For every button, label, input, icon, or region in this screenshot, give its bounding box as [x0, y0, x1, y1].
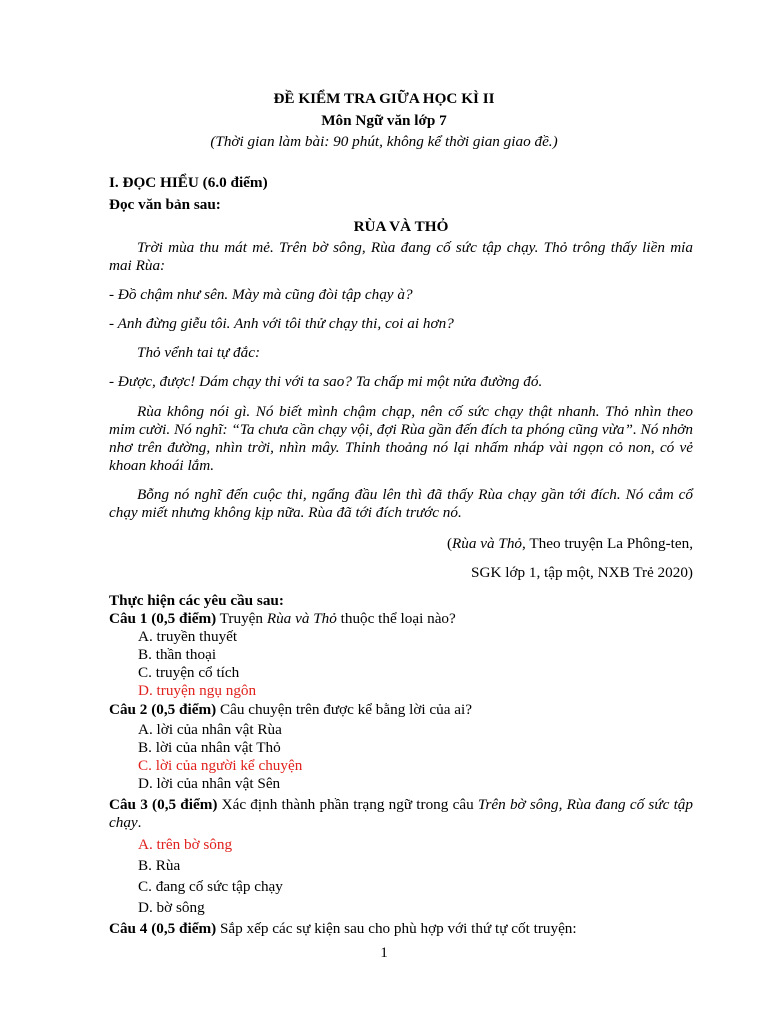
story-paragraph-3: - Anh đừng giễu tôi. Anh với tôi thử chạy thi, coi ai hơn? [109, 315, 454, 332]
section-heading: I. ĐỌC HIỂU (6.0 điểm) [109, 174, 268, 191]
story-paragraph-1: Trời mùa thu mát mẻ. Trên bờ sông, Rùa đang cố sức tập chạy. Thỏ trông thấy liền mỉa mai Rùa: [109, 239, 693, 274]
q2-option-d: D. lời của nhân vật Sên [138, 775, 281, 792]
question-2: Câu 2 (0,5 điểm) Câu chuyện trên được kể bằng lời của ai? [109, 701, 472, 718]
question-3: Câu 3 (0,5 điểm) Xác định thành phần trạng ngữ trong câu Trên bờ sông, Rùa đang cố sức tập chạy. [109, 796, 693, 831]
question-4: Câu 4 (0,5 điểm) Sắp xếp các sự kiện sau cho phù hợp với thứ tự cốt truyện: [109, 920, 577, 937]
page-number: 1 [380, 944, 388, 961]
q3-option-a-answer: A. trên bờ sông [138, 836, 233, 853]
question-1: Câu 1 (0,5 điểm) Truyện Rùa và Thỏ thuộc thể loại nào? [109, 610, 456, 627]
q2-option-c-answer: C. lời của người kể chuyện [138, 757, 303, 774]
exam-time-note: (Thời gian làm bài: 90 phút, không kể thời gian giao đề.) [210, 133, 558, 150]
q3-option-b: B. Rùa [138, 857, 181, 874]
story-source-line-1: (Rùa và Thỏ, Theo truyện La Phông-ten, [446, 535, 693, 552]
story-paragraph-4: Thỏ vểnh tai tự đắc: [137, 344, 261, 361]
reading-instruction: Đọc văn bản sau: [109, 196, 221, 213]
q2-option-a: A. lời của nhân vật Rùa [138, 721, 282, 738]
story-paragraph-5: - Được, được! Dám chạy thi với ta sao? Ta chấp mi một nửa đường đó. [109, 373, 543, 390]
q1-option-c: C. truyện cổ tích [138, 664, 240, 681]
story-paragraph-6: Rùa không nói gì. Nó biết mình chậm chạp, nên cố sức chạy thật nhanh. Thỏ nhìn theo mỉm cười. Nó nghĩ: “Ta chưa cần chạy vội, đợi Rùa gần đến đích ta phóng cũng vừa”. Nó nhởn nhơ trên đường, nhìn trời, nhìn mây. Thỉnh thoảng nó lại nhấm nháp vài ngọn cỏ non, có vẻ khoan khoái lắm. [109, 403, 693, 474]
story-paragraph-7: Bỗng nó nghĩ đến cuộc thi, ngẩng đầu lên thì đã thấy Rùa chạy gần tới đích. Nó cắm cổ chạy miết nhưng không kịp nữa. Rùa đã tới đích trước nó. [109, 486, 693, 521]
story-title: RÙA VÀ THỎ [353, 218, 449, 235]
q3-option-d: D. bờ sông [138, 899, 205, 916]
exam-subject: Môn Ngữ văn lớp 7 [321, 112, 447, 129]
story-source-line-2: SGK lớp 1, tập một, NXB Trẻ 2020) [471, 564, 693, 581]
q1-option-a: A. truyền thuyết [138, 628, 238, 645]
tasks-heading: Thực hiện các yêu cầu sau: [109, 592, 284, 609]
q3-option-c: C. đang cố sức tập chạy [138, 878, 283, 895]
q1-option-d-answer: D. truyện ngụ ngôn [138, 682, 257, 699]
q1-option-b: B. thần thoại [138, 646, 217, 663]
story-paragraph-2: - Đồ chậm như sên. Mày mà cũng đòi tập chạy à? [109, 286, 413, 303]
q2-option-b: B. lời của nhân vật Thỏ [138, 739, 281, 756]
exam-title: ĐỀ KIỂM TRA GIỮA HỌC KÌ II [273, 90, 495, 107]
